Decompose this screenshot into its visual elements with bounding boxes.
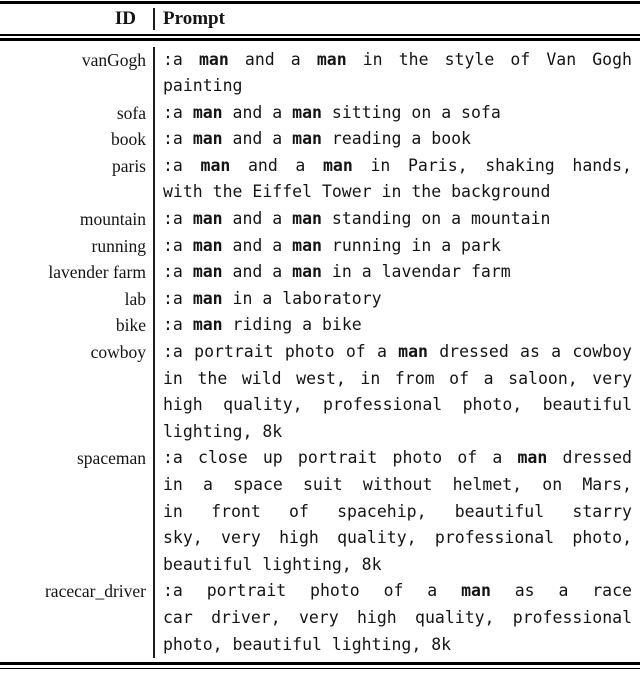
table-row (0, 445, 640, 578)
prompt-line: photo, beautiful lighting, 8k (163, 634, 452, 654)
row-id: cowboy (0, 339, 155, 445)
row-id: spaceman (0, 445, 155, 578)
table-row (0, 286, 640, 313)
table-row (0, 206, 640, 233)
prompt-line: :a man and a man sitting on a sofa (163, 102, 501, 122)
prompt-line: :a man and a man in Paris, shaking hands, (163, 155, 632, 175)
prompt-line: :a man in a laboratory (163, 288, 382, 308)
table-row (0, 259, 640, 286)
row-prompt (155, 339, 640, 445)
prompt-line: sky, very high quality, professional photo, (163, 528, 632, 548)
table-row (0, 126, 640, 153)
prompt-line: lighting, 8k (163, 421, 283, 441)
row-id: paris (0, 153, 155, 206)
prompt-line: painting (163, 76, 243, 96)
table-row (0, 47, 640, 100)
prompt-line: in the wild west, in from of a saloon, very (163, 368, 632, 388)
row-id: vanGogh (0, 47, 155, 100)
row-prompt (155, 233, 640, 260)
row-prompt (155, 47, 640, 100)
row-id: bike (0, 312, 155, 339)
bottom-rule-thin (0, 668, 640, 670)
prompt-line: :a man and a man reading a book (163, 129, 471, 149)
table-row (0, 339, 640, 445)
row-prompt (155, 153, 640, 206)
row-prompt (155, 206, 640, 233)
prompt-line: :a man and a man running in a park (163, 235, 501, 255)
prompt-line: :a portrait photo of a man as a race (163, 581, 632, 601)
prompt-line: :a man and a man in a lavendar farm (163, 262, 511, 282)
prompt-line: :a man riding a bike (163, 315, 362, 335)
row-prompt (155, 126, 640, 153)
table-header (0, 4, 640, 34)
prompt-line: :a man and a man in the style of Van Gogh (163, 49, 632, 69)
row-id: mountain (0, 206, 155, 233)
row-id: lab (0, 286, 155, 313)
prompt-line: in a space suit without helmet, on Mars, (163, 475, 632, 494)
table-row (0, 153, 640, 206)
prompt-line: :a close up portrait photo of a man dressed (163, 448, 632, 468)
prompt-line: car driver, very high quality, professional (163, 607, 632, 627)
row-id: racecar_driver (0, 578, 155, 658)
row-prompt (155, 312, 640, 339)
row-id: running (0, 233, 155, 260)
prompt-line: :a portrait photo of a man dressed as a cowboy (163, 342, 632, 362)
row-prompt (155, 100, 640, 127)
prompt-line: high quality, professional photo, beautiful (163, 395, 632, 415)
table-body (0, 41, 640, 663)
table-row (0, 233, 640, 260)
table-row (0, 100, 640, 127)
prompt-line: :a man and a man standing on a mountain (163, 209, 551, 229)
prompt-line: in front of spacehip, beautiful starry (163, 501, 632, 521)
row-prompt (155, 286, 640, 313)
table-row (0, 578, 640, 658)
prompt-line: with the Eiffel Tower in the background (163, 182, 551, 202)
column-header-id: ID (0, 8, 155, 30)
table-row (0, 312, 640, 339)
row-prompt (155, 445, 640, 578)
row-id: lavender farm (0, 259, 155, 286)
column-header-prompt: Prompt (163, 8, 225, 29)
prompt-line: beautiful lighting, 8k (163, 554, 382, 574)
row-prompt (155, 578, 640, 658)
row-id: sofa (0, 100, 155, 127)
row-id: book (0, 126, 155, 153)
row-prompt (155, 259, 640, 286)
